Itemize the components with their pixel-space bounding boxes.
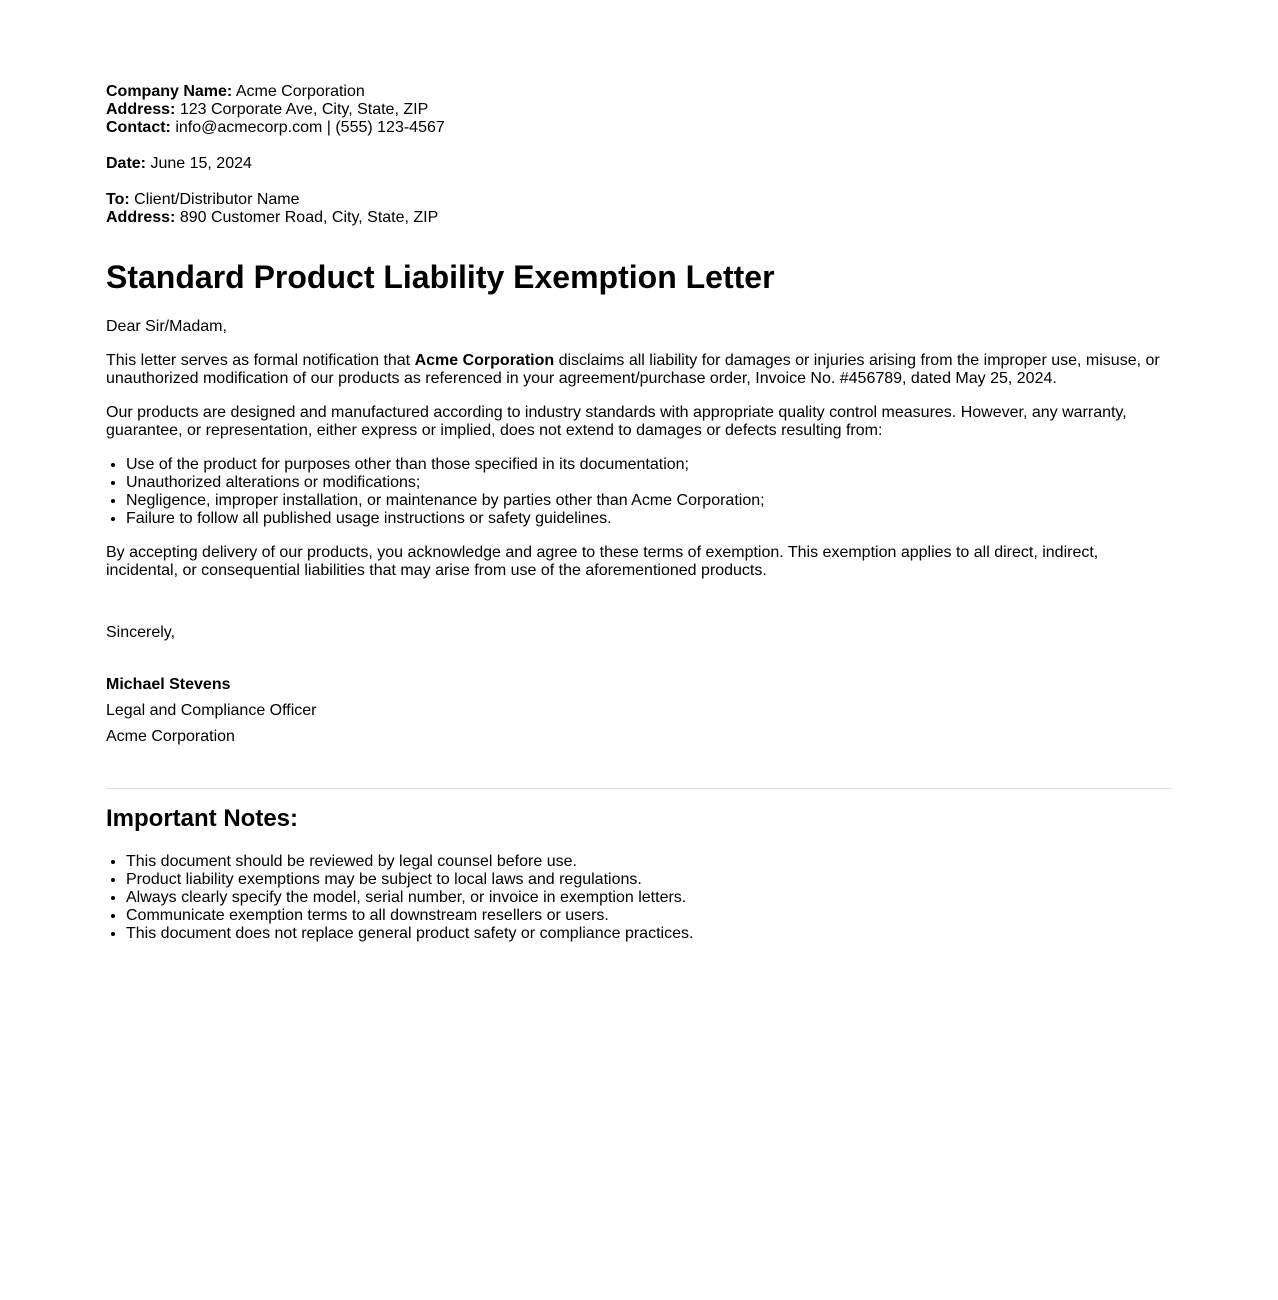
recipient-block <box>106 191 1172 227</box>
recipient-address-value: 890 Customer Road, City, State, ZIP <box>179 209 439 226</box>
list-item: • This document does not replace general product safety or compliance practices. <box>126 925 1172 943</box>
company-name-value: Acme Corporation <box>235 83 365 100</box>
notification-paragraph-end: disclaims all liability for damages or injuries arising from the improper use, misuse, or unauthorized modification of our products as referenced in your agreement/purchase order, Invoice No. #456789, dated May 25, 2024. <box>106 352 1160 387</box>
sender-block <box>106 83 1172 137</box>
date-label: Date: <box>106 155 147 172</box>
recipient-address-label: Address: <box>106 209 176 226</box>
list-item: • Use of the product for purposes other than those specified in its documentation; <box>126 456 1172 474</box>
date-value: June 15, 2024 <box>150 155 252 172</box>
recipient-to-label: To: <box>106 191 130 208</box>
sender-address-value: 123 Corporate Ave, City, State, ZIP <box>179 101 429 118</box>
sender-address-line <box>106 101 1172 119</box>
contact-label: Contact: <box>106 119 171 136</box>
signature-name: Michael Stevens <box>106 676 231 693</box>
list-item: • Negligence, improper installation, or maintenance by parties other than Acme Corporation; <box>126 492 1172 510</box>
acceptance-paragraph: By accepting delivery of our products, you acknowledge and agree to these terms of exemption. This exemption applies to all direct, indirect, incidental, or consequential liabilities that may arise from use of the aforementioned products. <box>106 544 1099 579</box>
notification-paragraph-start: This letter serves as formal notification that <box>106 352 415 369</box>
signature-title: Legal and Compliance Officer <box>106 702 317 719</box>
list-item: • This document should be reviewed by legal counsel before use. <box>126 853 1172 871</box>
sender-address-label: Address: <box>106 101 176 118</box>
warranty-paragraph: Our products are designed and manufactured according to industry standards with appropriate quality control measures. However, any warranty, guarantee, or representation, either express or implied, does not extend to damages or defects resulting from: <box>106 404 1127 439</box>
list-item: • Communicate exemption terms to all downstream resellers or users. <box>126 907 1172 925</box>
recipient-to-value: Client/Distributor Name <box>134 191 300 208</box>
recipient-to-line <box>106 191 1172 209</box>
notification-paragraph <box>106 352 1172 388</box>
date-block <box>106 155 1172 173</box>
notification-company-name: Acme Corporation <box>414 352 555 369</box>
list-item: • Always clearly specify the model, serial number, or invoice in exemption letters. <box>126 889 1172 907</box>
exclusions-list <box>106 456 1172 528</box>
company-name-label: Company Name: <box>106 83 233 100</box>
notes-heading: Important Notes: <box>106 805 298 832</box>
list-item: • Unauthorized alterations or modifications; <box>126 474 1172 492</box>
contact-value: info@acmecorp.com | (555) 123-4567 <box>175 119 445 136</box>
list-item: • Product liability exemptions may be subject to local laws and regulations. <box>126 871 1172 889</box>
salutation: Dear Sir/Madam, <box>106 318 227 335</box>
date-line <box>106 155 1172 173</box>
section-divider <box>106 788 1172 789</box>
recipient-address-line <box>106 209 1172 227</box>
notes-list <box>106 853 1172 943</box>
contact-line <box>106 119 1172 137</box>
letter-title: Standard Product Liability Exemption Letter <box>106 259 775 295</box>
signature-company: Acme Corporation <box>106 728 235 745</box>
list-item: • Failure to follow all published usage instructions or safety guidelines. <box>126 510 1172 528</box>
closing: Sincerely, <box>106 624 176 641</box>
company-name-line <box>106 83 1172 101</box>
